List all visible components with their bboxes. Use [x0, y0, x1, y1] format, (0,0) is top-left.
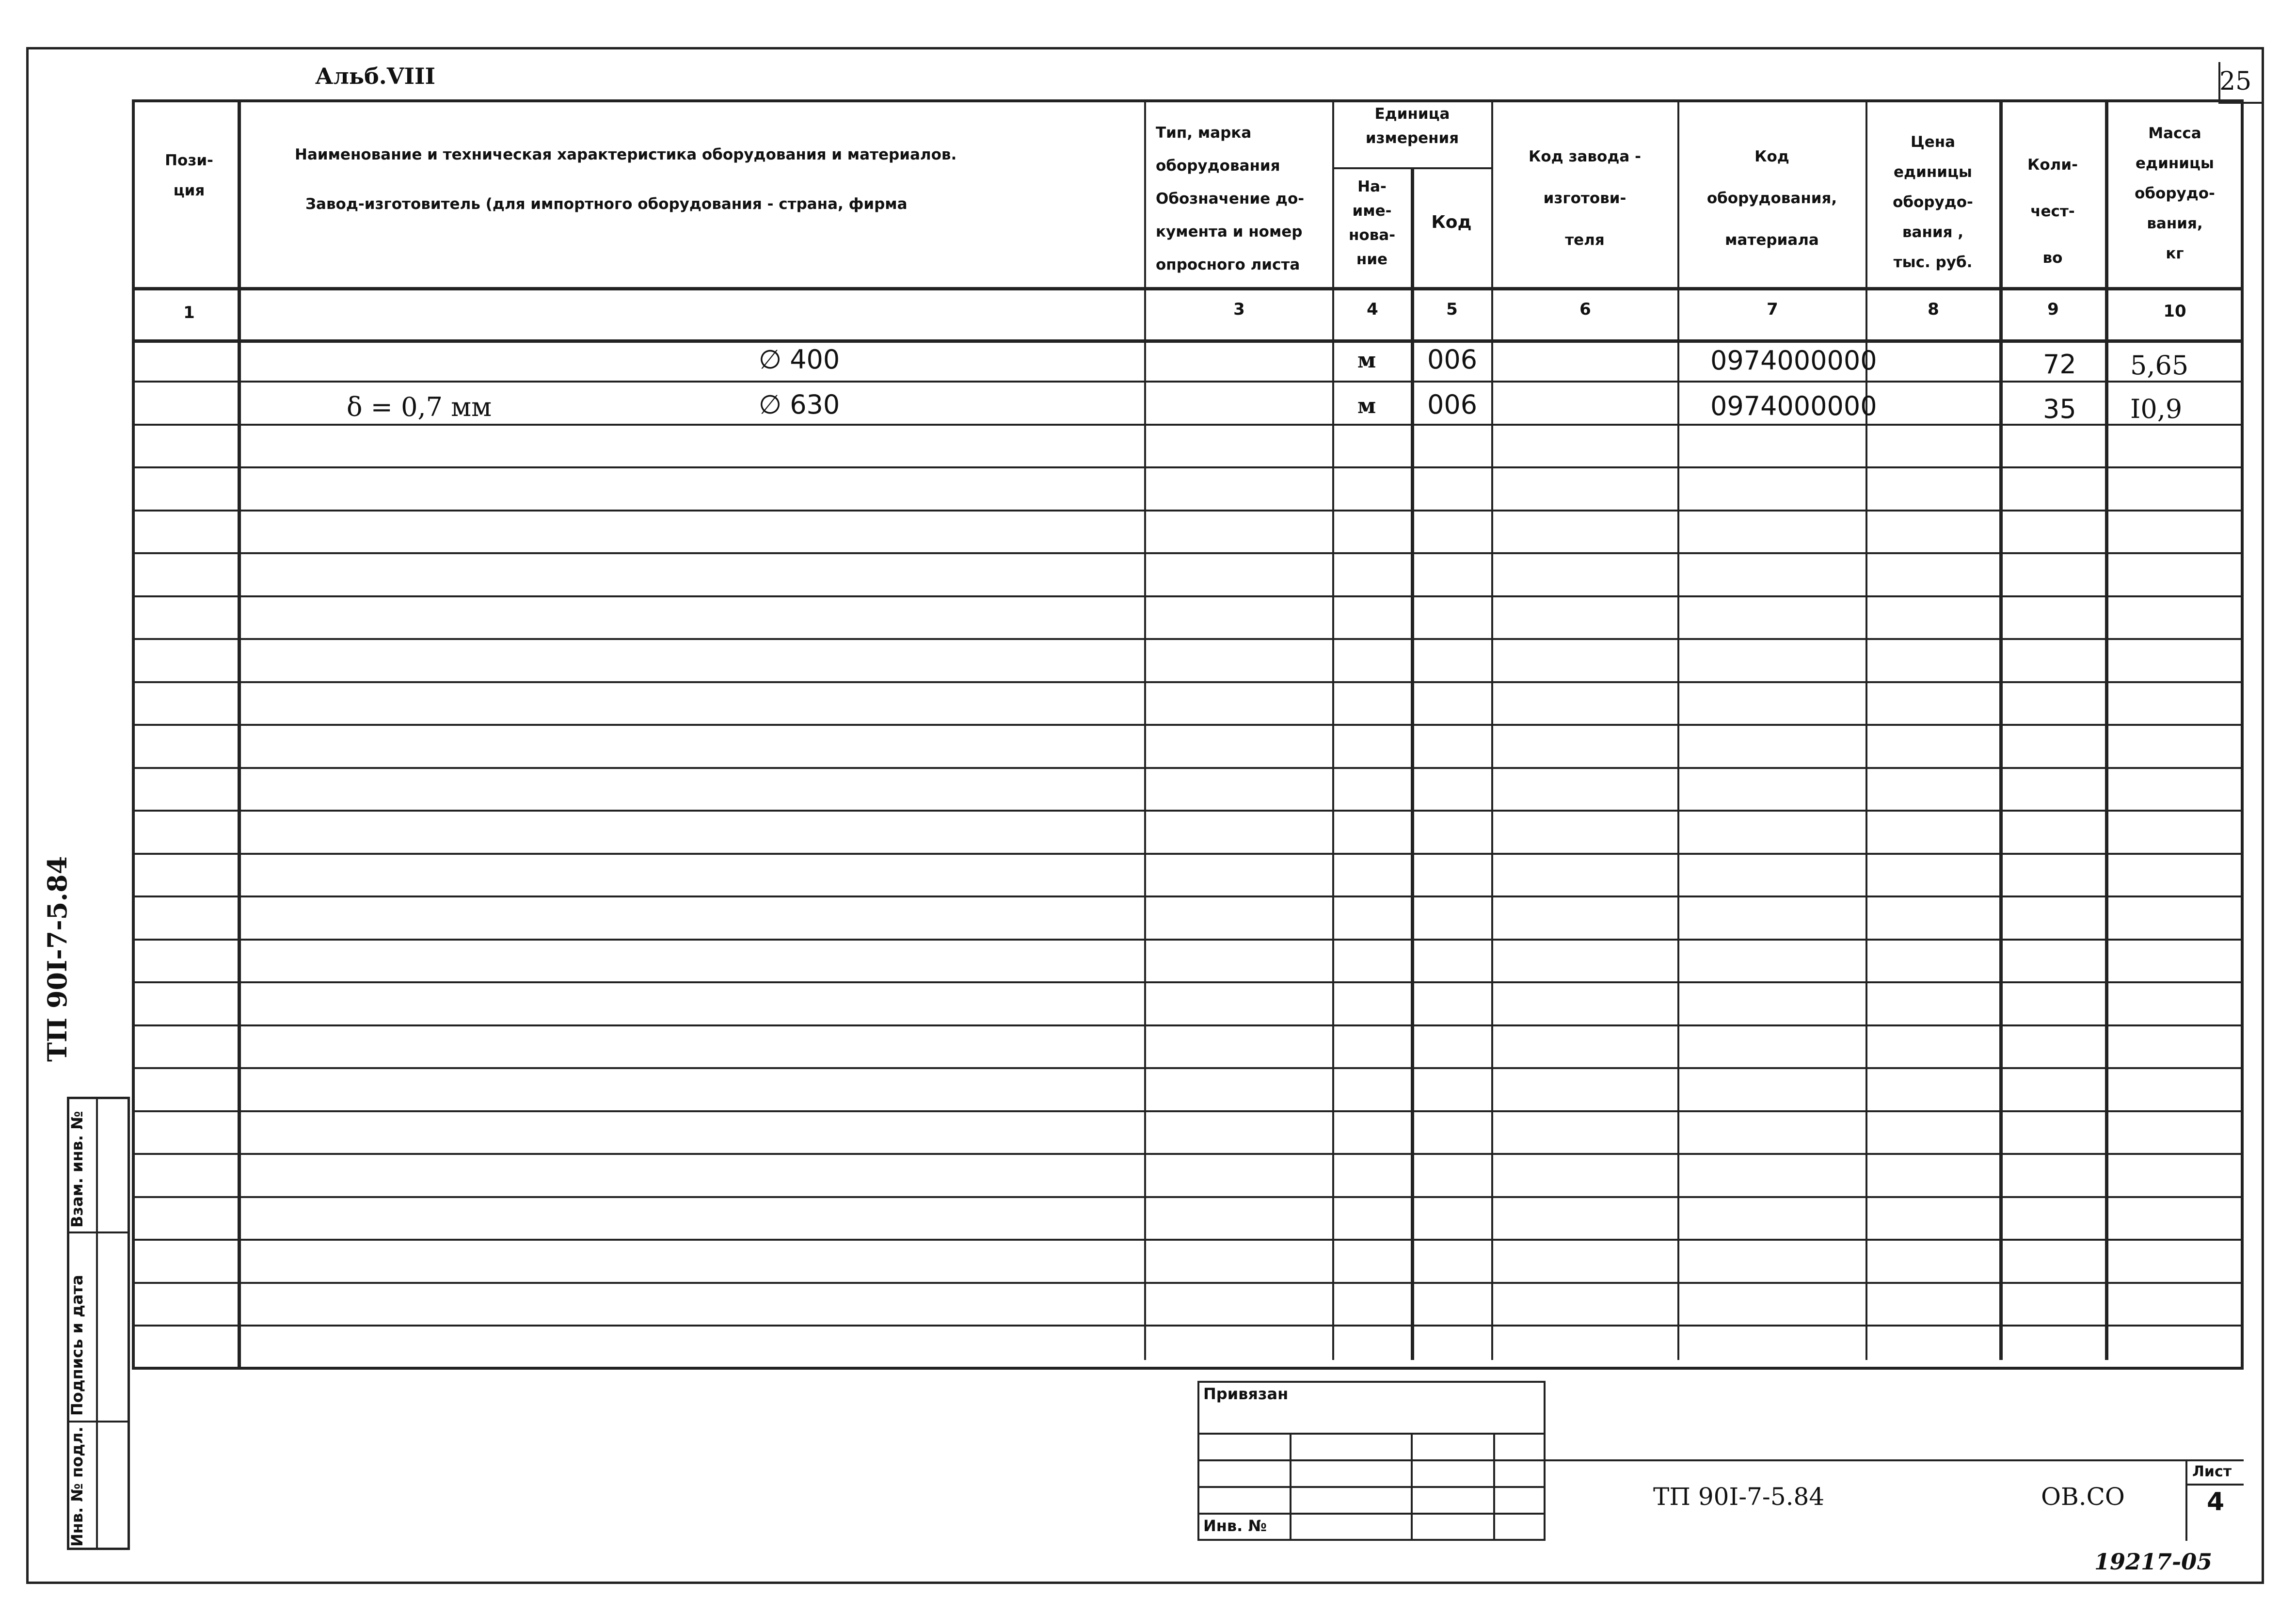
- album-label: Альб.VIII: [315, 63, 436, 89]
- privyazan-label: Привязан: [1203, 1385, 1289, 1403]
- header-type: Тип, марка оборудования Обозначение до- кумента и номер опросного листа: [1156, 124, 1305, 273]
- table-row-line: [132, 552, 2244, 554]
- header-mass: Масса единицы оборудо- вания, кг: [2135, 125, 2215, 262]
- row2-mass: I0,9: [2130, 394, 2183, 424]
- page-number-box: [2218, 62, 2220, 102]
- header-unit-code: Код: [1431, 212, 1472, 232]
- title-block-top: [1546, 1459, 2244, 1461]
- privyazan-v1: [1290, 1433, 1292, 1541]
- table-row-line: [132, 1282, 2244, 1284]
- header-price: Цена единицы оборудо- вания , тыс. руб.: [1893, 133, 1973, 271]
- header-name-line1: Наименование и техническая характеристика оборудования и материалов.: [295, 146, 957, 163]
- inv-no-label: Инв. №: [1203, 1517, 1267, 1535]
- table-row-line: [132, 939, 2244, 941]
- list-box-left: [2185, 1459, 2187, 1541]
- side-inv-podl: Инв. № подл.: [68, 1426, 86, 1547]
- colnum-7: 7: [1767, 300, 1778, 319]
- table-row-line: [132, 595, 2244, 597]
- privyazan-v3: [1493, 1433, 1495, 1541]
- colnum-1: 1: [183, 303, 195, 322]
- header-bottom: [132, 287, 2244, 290]
- table-row-line: [132, 1110, 2244, 1112]
- row2-thickness: δ = 0,7 мм: [347, 392, 492, 422]
- list-number: 4: [2207, 1487, 2225, 1517]
- row1-unit: м: [1357, 348, 1376, 373]
- row1-quantity: 72: [2043, 349, 2076, 380]
- row1-diameter: ∅ 400: [759, 344, 840, 375]
- header-unit: Единица измерения: [1365, 105, 1459, 147]
- row1-mass: 5,65: [2130, 350, 2189, 381]
- colnum-3: 3: [1233, 300, 1245, 319]
- side-podpis: Подпись и дата: [68, 1275, 86, 1416]
- table-row-line: [132, 853, 2244, 855]
- table-row-line: [132, 981, 2244, 983]
- side-stamp-h1: [67, 1231, 130, 1233]
- privyazan-v2: [1411, 1433, 1413, 1541]
- table-row-line: [132, 381, 2244, 383]
- colnum-4: 4: [1367, 300, 1378, 319]
- colnum-5: 5: [1446, 300, 1458, 319]
- table-row-line: [132, 767, 2244, 769]
- list-box-divider: [2185, 1484, 2244, 1486]
- unit-header-divider: [1332, 167, 1493, 169]
- page-number: 25: [2219, 67, 2252, 96]
- header-name-line2: Завод-изготовитель (для импортного оборудования - страна, фирма: [305, 195, 908, 213]
- row2-equipment-code: 0974000000: [1710, 391, 1877, 421]
- list-label: Лист: [2192, 1463, 2232, 1480]
- table-row-line: [132, 638, 2244, 640]
- table-row-line: [132, 1024, 2244, 1026]
- table-row-line: [132, 1067, 2244, 1069]
- row1-equipment-code: 0974000000: [1710, 345, 1877, 376]
- colnum-9: 9: [2047, 300, 2059, 319]
- table-row-line: [132, 1196, 2244, 1198]
- table-row-line: [132, 510, 2244, 512]
- table-row-line: [132, 1239, 2244, 1241]
- row1-unit-code: 006: [1427, 344, 1478, 375]
- table-row-line: [132, 895, 2244, 897]
- colnum-8: 8: [1928, 300, 1939, 319]
- colnum-bottom: [132, 339, 2244, 343]
- table-row-line: [132, 810, 2244, 812]
- side-stamp-divider: [96, 1097, 98, 1550]
- colnum-6: 6: [1579, 300, 1591, 319]
- side-vzam: Взам. инв. №: [68, 1111, 86, 1228]
- side-doc-code: ТП 90I-7-5.84: [42, 856, 73, 1062]
- row2-unit-code: 006: [1427, 389, 1478, 420]
- table-row-line: [132, 724, 2244, 726]
- colnum-10: 10: [2163, 302, 2186, 321]
- row2-unit: м: [1357, 394, 1376, 418]
- header-factory-code: Код завода - изготови- теля: [1529, 148, 1641, 249]
- table-row-line: [132, 1325, 2244, 1327]
- handwritten-note: 19217-05: [2094, 1549, 2213, 1575]
- header-position: Пози- ция: [165, 152, 213, 199]
- header-quantity: Коли- чест- во: [2027, 156, 2078, 267]
- stamp-top: [132, 1367, 2244, 1369]
- stamp-doc-code: ТП 90I-7-5.84: [1653, 1483, 1825, 1511]
- stamp-mark: ОВ.СО: [2041, 1483, 2125, 1511]
- table-row-line: [132, 466, 2244, 468]
- table-row-line: [132, 424, 2244, 426]
- side-stamp-h2: [67, 1421, 130, 1423]
- row2-diameter: ∅ 630: [759, 389, 840, 420]
- col-sep-4: [1411, 167, 1414, 1360]
- row2-quantity: 35: [2043, 394, 2076, 424]
- table-row-line: [132, 681, 2244, 683]
- header-equipment-code: Код оборудования, материала: [1706, 148, 1837, 249]
- header-unit-name: На- име- нова- ние: [1348, 178, 1396, 268]
- table-row-line: [132, 1153, 2244, 1155]
